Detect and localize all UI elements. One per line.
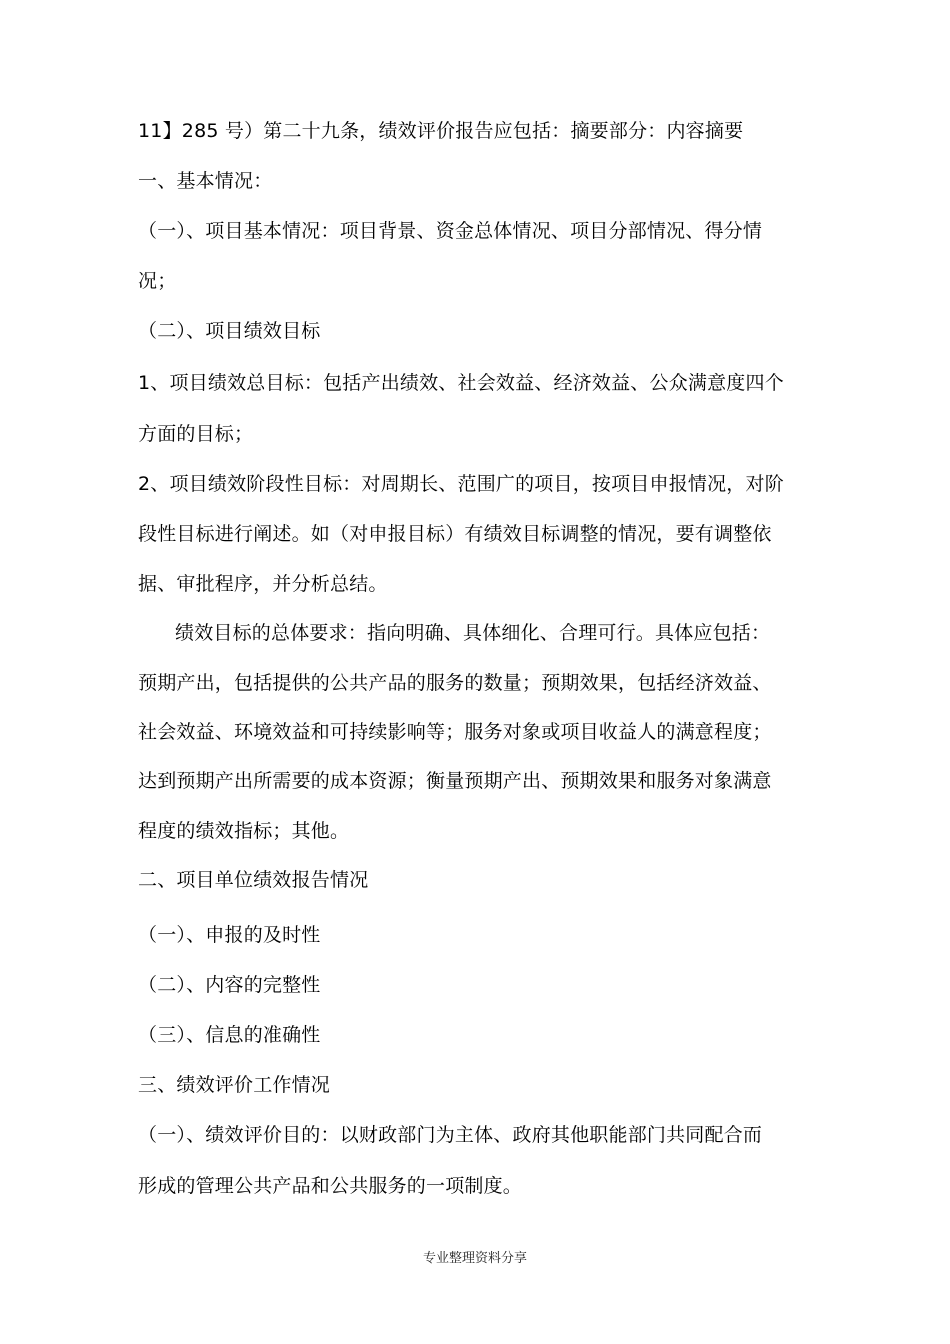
section-heading-unit-report: 二、项目单位绩效报告情况 [138, 869, 369, 891]
page-footer: 专业整理资料分享 [422, 1251, 527, 1266]
subsection-heading: （三）、信息的准确性 [138, 1024, 321, 1046]
text-line: 据、审批程序，并分析总结。 [138, 573, 388, 595]
subsection-heading: （二）、项目绩效目标 [138, 320, 321, 342]
text-line: 1、项目绩效总目标：包括产出绩效、社会效益、经济效益、公众满意度四个 [138, 372, 784, 394]
subsection-heading: （一）、申报的及时性 [138, 924, 321, 946]
text-line: 达到预期产出所需要的成本资源；衡量预期产出、预期效果和服务对象满意 [138, 770, 772, 792]
text-line: 2、项目绩效阶段性目标：对周期长、范围广的项目，按项目申报情况，对阶 [138, 473, 784, 495]
text-line: 预期产出，包括提供的公共产品的服务的数量；预期效果，包括经济效益、 [138, 672, 772, 694]
text-line: 程度的绩效指标；其他。 [138, 820, 350, 842]
text-line: （一）、项目基本情况：项目背景、资金总体情况、项目分部情况、得分情 [138, 220, 763, 242]
text-line: 11】285 号）第二十九条，绩效评价报告应包括：摘要部分：内容摘要 [138, 120, 744, 142]
text-line: （一）、绩效评价目的：以财政部门为主体、政府其他职能部门共同配合而 [138, 1124, 763, 1146]
text-line: 况； [138, 270, 177, 292]
text-line: 段性目标进行阐述。如（对申报目标）有绩效目标调整的情况，要有调整依 [138, 523, 772, 545]
section-heading-basic-info: 一、基本情况： [138, 170, 273, 192]
text-line: 方面的目标； [138, 423, 254, 445]
text-line: 形成的管理公共产品和公共服务的一项制度。 [138, 1175, 523, 1197]
subsection-heading: （二）、内容的完整性 [138, 974, 321, 996]
section-heading-evaluation-work: 三、绩效评价工作情况 [138, 1074, 331, 1096]
text-line: 社会效益、环境效益和可持续影响等；服务对象或项目收益人的满意程度； [138, 721, 772, 743]
paragraph-first-line: 绩效目标的总体要求：指向明确、具体细化、合理可行。具体应包括： [175, 622, 771, 644]
